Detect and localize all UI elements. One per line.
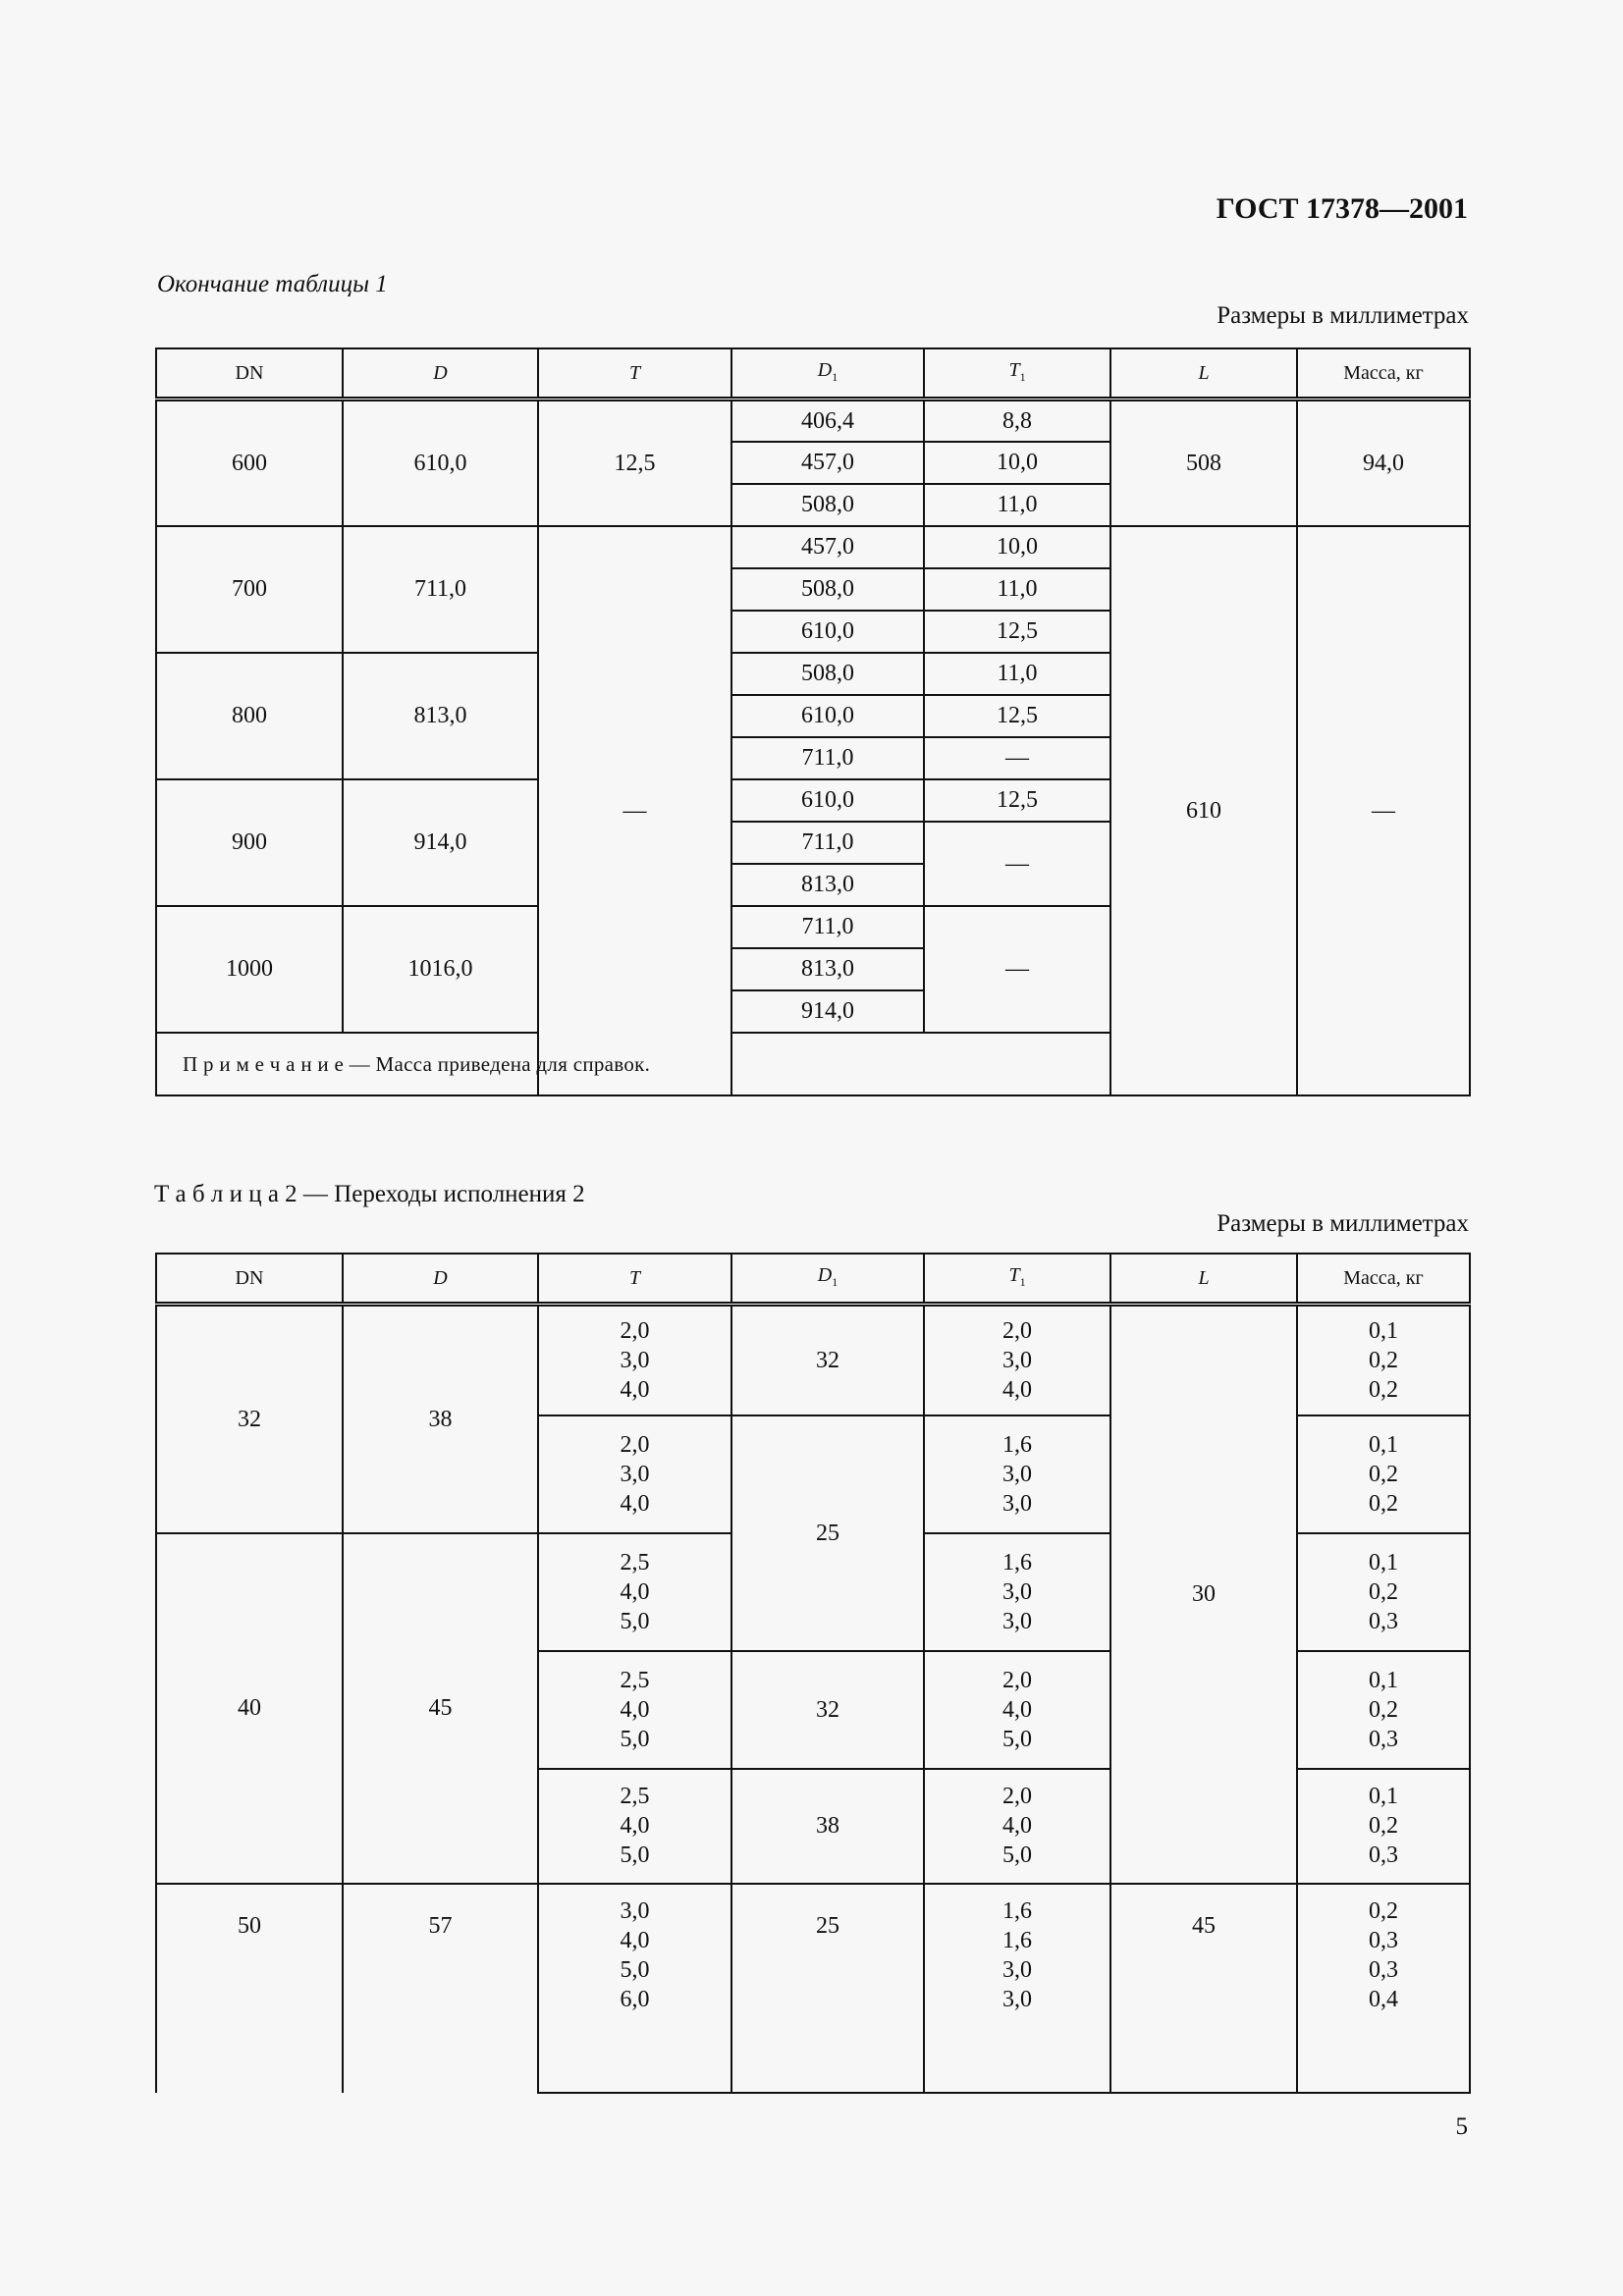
cell-dn: 50 [156,1884,343,2093]
header-t: T [538,1254,731,1305]
document-code: ГОСТ 17378—2001 [1216,192,1468,225]
cell-d1: 610,0 [731,779,924,822]
cell-d1: 508,0 [731,653,924,695]
cell-d1: 32 [731,1651,924,1769]
cell-l-merged: 610 [1110,526,1297,1095]
cell-mass: 0,1 0,2 0,2 [1297,1415,1470,1533]
cell-d: 813,0 [343,653,538,779]
cell-d1: 457,0 [731,442,924,484]
cell-t: 2,0 3,0 4,0 [538,1415,731,1533]
cell-dn: 900 [156,779,343,906]
cell-t1: 12,5 [924,779,1110,822]
cell-t1: 10,0 [924,442,1110,484]
cell-d1: 406,4 [731,400,924,442]
cell-l: 30 [1110,1305,1297,1884]
cell-t: 2,0 3,0 4,0 [538,1305,731,1415]
cell-t1: 10,0 [924,526,1110,568]
cell-t1: 2,0 4,0 5,0 [924,1769,1110,1884]
cell-d1: 711,0 [731,822,924,864]
cell-dn: 700 [156,526,343,653]
header-t: T [538,348,731,400]
table-row [156,526,1470,568]
cell-d1: 508,0 [731,568,924,611]
cell-d: 1016,0 [343,906,538,1033]
cell-t1: — [924,906,1110,1033]
cell-t: 2,5 4,0 5,0 [538,1651,731,1769]
header-d1: $D_1$ [731,1254,924,1305]
cell-d1: 508,0 [731,484,924,526]
cell-t-merged: — [538,526,731,1095]
cell-d: 610,0 [343,400,538,526]
cell-t1: 2,0 4,0 5,0 [924,1651,1110,1769]
cell-t: 3,0 4,0 5,0 6,0 [538,1884,731,2093]
table2-units-label: Размеры в миллиметрах [1217,1210,1469,1237]
cell-d1: 25 [731,1884,924,2093]
cell-mass: 0,2 0,3 0,3 0,4 [1297,1884,1470,2093]
cell-t1: — [924,737,1110,779]
header-d1: $D_1$ [731,348,924,400]
cell-d1: 711,0 [731,906,924,948]
table-row [156,1305,1470,1415]
page-number: 5 [1455,2113,1468,2140]
cell-mass: 0,1 0,2 0,3 [1297,1533,1470,1651]
table2 [155,1253,1471,2094]
cell-d1: 813,0 [731,948,924,990]
cell-t: 2,5 4,0 5,0 [538,1533,731,1651]
cell-mass: 94,0 [1297,400,1470,526]
cell-mass: 0,1 0,2 0,2 [1297,1305,1470,1415]
header-t1: $T_1$ [924,1254,1110,1305]
cell-dn: 600 [156,400,343,526]
cell-dn: 800 [156,653,343,779]
cell-t1: 1,6 1,6 3,0 3,0 [924,1884,1110,2093]
table-row [156,1033,1470,1095]
header-t1: $T_1$ [924,348,1110,400]
cell-t1: 12,5 [924,695,1110,737]
cell-d1: 25 [731,1415,924,1651]
cell-d1: 457,0 [731,526,924,568]
cell-d: 711,0 [343,526,538,653]
cell-mass: 0,1 0,2 0,3 [1297,1769,1470,1884]
cell-t1: 11,0 [924,653,1110,695]
cell-d: 914,0 [343,779,538,906]
cell-t: 2,5 4,0 5,0 [538,1769,731,1884]
cell-d1: 610,0 [731,611,924,653]
header-l: L [1110,348,1297,400]
cell-mass-merged: — [1297,526,1470,1095]
cell-d1: 38 [731,1769,924,1884]
table1-header-row [156,348,1470,400]
cell-t: 12,5 [538,400,731,526]
cell-d: 57 [343,1884,538,2093]
cell-d1: 711,0 [731,737,924,779]
header-mass: Масса, кг [1297,1254,1470,1305]
cell-dn: 40 [156,1533,343,1884]
table2-title: Т а б л и ц а 2 — Переходы исполнения 2 [154,1181,585,1207]
table1-continuation-label: Окончание таблицы 1 [157,271,388,297]
cell-d: 38 [343,1305,538,1533]
cell-t1: 2,0 3,0 4,0 [924,1305,1110,1415]
table2-header-row [156,1254,1470,1305]
cell-t1: 11,0 [924,568,1110,611]
header-dn: DN [156,1254,343,1305]
cell-t1: 1,6 3,0 3,0 [924,1533,1110,1651]
cell-t1: 8,8 [924,400,1110,442]
cell-l: 45 [1110,1884,1297,2093]
table1 [155,347,1471,1096]
table-row [156,400,1470,442]
cell-d1: 914,0 [731,990,924,1033]
cell-d1: 813,0 [731,864,924,906]
cell-dn: 1000 [156,906,343,1033]
table1-units-label: Размеры в миллиметрах [1217,302,1469,329]
cell-mass: 0,1 0,2 0,3 [1297,1651,1470,1769]
cell-t1: 11,0 [924,484,1110,526]
cell-t1: 12,5 [924,611,1110,653]
header-l: L [1110,1254,1297,1305]
cell-dn: 32 [156,1305,343,1533]
table1-note: П р и м е ч а н и е — Масса приведена для справок. [156,1033,1470,1095]
cell-t1: 1,6 3,0 3,0 [924,1415,1110,1533]
header-dn: DN [156,348,343,400]
table-row [156,1884,1470,2093]
header-d: D [343,348,538,400]
cell-d1: 32 [731,1305,924,1415]
header-d: D [343,1254,538,1305]
cell-l: 508 [1110,400,1297,526]
cell-t1: — [924,822,1110,906]
header-mass: Масса, кг [1297,348,1470,400]
cell-d1: 610,0 [731,695,924,737]
cell-d: 45 [343,1533,538,1884]
